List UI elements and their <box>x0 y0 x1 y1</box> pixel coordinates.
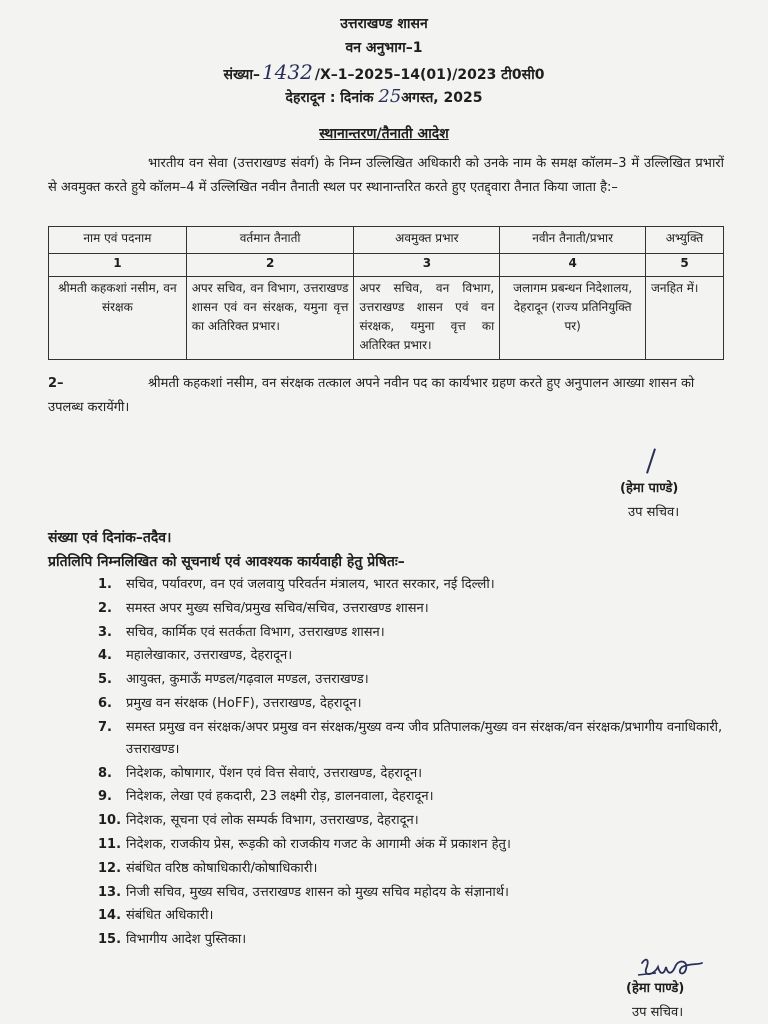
list-item <box>48 622 738 644</box>
date-handwritten: 25 <box>378 86 402 107</box>
table-header-cell: अभ्युक्ति <box>646 227 724 254</box>
table-header-cell: नवीन तैनाती/प्रभार <box>500 227 646 254</box>
list-item-text: निदेशक, राजकीय प्रेस, रूड़की को राजकीय गजट के आगामी अंक में प्रकाशन हेतु। <box>126 836 511 852</box>
distribution-list <box>48 574 738 953</box>
list-item-text: समस्त प्रमुख वन संरक्षक/अपर प्रमुख वन संरक्षक/मुख्य वन्य जीव प्रतिपालक/मुख्य वन संरक्षक/वन संरक्षक/प्रभागीय वनाधिकारी, उत्तराखण्ड। <box>126 719 723 757</box>
list-item-text: निदेशक, लेखा एवं हकदारी, 23 लक्ष्मी रोड़, डालनवाला, देहरादून। <box>126 789 434 805</box>
list-item <box>48 905 738 927</box>
column-number: 3 <box>354 254 500 277</box>
list-item <box>48 763 738 785</box>
list-item-number: 5. <box>98 672 112 688</box>
list-item-text: आयुक्त, कुमाऊँ मण्डल/गढ़वाल मण्डल, उत्तराखण्ड। <box>126 672 369 688</box>
place-date-suffix: अगस्त, 2025 <box>401 90 483 106</box>
list-item-number: 14. <box>98 908 122 924</box>
column-number: 1 <box>49 254 187 277</box>
list-item <box>48 834 738 856</box>
list-item-text: निजी सचिव, मुख्य सचिव, उत्तराखण्ड शासन को मुख्य सचिव महोदय के संज्ञानार्थ। <box>126 884 509 900</box>
remarks-cell: जनहित में। <box>646 277 724 360</box>
list-item-number: 3. <box>98 624 112 640</box>
transfer-table <box>48 226 724 360</box>
list-item-number: 15. <box>98 932 122 948</box>
paragraph-2-number: 2– <box>48 376 64 391</box>
column-number: 5 <box>646 254 724 277</box>
list-item <box>48 810 738 832</box>
signatory-designation-2: उप सचिव। <box>632 1005 684 1020</box>
order-number-handwritten: 1432 <box>261 60 313 84</box>
list-item-number: 7. <box>98 719 112 735</box>
list-item-text: निदेशक, कोषागार, पेंशन एवं वित्त सेवाएं, उत्तराखण्ड, देहरादून। <box>126 765 423 781</box>
relieved-charge-cell: अपर सचिव, वन विभाग, उत्तराखण्ड शासन एवं वन संरक्षक, यमुना वृत्त का अतिरिक्त प्रभार। <box>354 277 500 360</box>
order-number-prefix: संख्या– <box>223 67 260 83</box>
list-item <box>48 786 738 808</box>
intro-paragraph: भारतीय वन सेवा (उत्तराखण्ड संवर्ग) के निम्न उल्लिखित अधिकारी को उनके नाम के समक्ष कॉलम–3 में उल्लिखित प्रभारों से अवमुक्त करते हुये कॉलम–4 में उल्लिखित नवीन तैनाती स्थल पर स्थानान्तरित करते हुए एतद्द्वारा तैनात किया जाता है:– <box>48 156 724 195</box>
list-item <box>48 858 738 880</box>
list-item-number: 9. <box>98 789 112 805</box>
signatory-name: (हेमा पाण्डे) <box>620 481 679 496</box>
paragraph-2-text: श्रीमती कहकशां नसीम, वन संरक्षक तत्काल अपने नवीन पद का कार्यभार ग्रहण करते हुए अनुपालन आख्या शासन को उपलब्ध करायेंगी। <box>48 376 695 415</box>
new-posting-cell: जलागम प्रबन्धन निदेशालय, देहरादून (राज्य प्रतिनियुक्ति पर) <box>500 277 646 360</box>
list-item-number: 13. <box>98 884 122 900</box>
list-item <box>48 717 738 761</box>
list-item-text: सचिव, पर्यावरण, वन एवं जलवायु परिवर्तन मंत्रालय, भारत सरकार, नई दिल्ली। <box>126 577 495 592</box>
list-item-text: संबंधित वरिष्ठ कोषाधिकारी/कोषाधिकारी। <box>126 860 318 876</box>
list-item <box>48 929 738 951</box>
table-header-cell: अवमुक्त प्रभार <box>354 227 500 254</box>
section-heading: वन अनुभाग–1 <box>345 40 423 56</box>
list-item-number: 4. <box>98 648 112 664</box>
table-header-row <box>49 227 724 254</box>
signatory-designation: उप सचिव। <box>628 505 680 520</box>
list-item <box>48 669 738 691</box>
place-date-line <box>0 86 768 107</box>
list-item-number: 11. <box>98 836 122 852</box>
list-item-text: सचिव, कार्मिक एवं सतर्कता विभाग, उत्तराखण्ड शासन। <box>126 624 385 640</box>
list-item-text: संबंधित अधिकारी। <box>126 908 214 924</box>
place-date-prefix: देहरादून : दिनांक <box>285 90 374 106</box>
current-posting-cell: अपर सचिव, वन विभाग, उत्तराखण्ड शासन एवं वन संरक्षक, यमुना वृत्त का अतिरिक्त प्रभार। <box>186 277 354 360</box>
list-item <box>48 882 738 904</box>
list-item-text: समस्त अपर मुख्य सचिव/प्रमुख सचिव/सचिव, उत्तराखण्ड शासन। <box>126 600 429 616</box>
list-item-text: महालेखाकार, उत्तराखण्ड, देहरादून। <box>126 648 293 664</box>
list-item-number: 10. <box>98 813 122 829</box>
signatory-name-2: (हेमा पाण्डे) <box>626 981 685 996</box>
list-item-text: प्रमुख वन संरक्षक (HoFF), उत्तराखण्ड, देहरादून। <box>126 695 362 711</box>
number-date-same-line: संख्या एवं दिनांक–तदैव। <box>48 530 172 546</box>
column-number: 4 <box>500 254 646 277</box>
list-item-number: 12. <box>98 860 122 876</box>
list-item <box>48 693 738 715</box>
list-item <box>48 574 738 596</box>
order-number-suffix: /X–1–2025–14(01)/2023 टी0सी0 <box>314 67 545 83</box>
list-item-number: 6. <box>98 695 112 711</box>
table-header-cell: वर्तमान तैनाती <box>186 227 354 254</box>
table-header-cell: नाम एवं पदनाम <box>49 227 187 254</box>
list-item-text: निदेशक, सूचना एवं लोक सम्पर्क विभाग, उत्तराखण्ड, देहरादून। <box>126 813 419 829</box>
table-number-row <box>49 254 724 277</box>
list-item-text: विभागीय आदेश पुस्तिका। <box>126 932 247 948</box>
paragraph-2 <box>48 372 724 420</box>
government-heading: उत्तराखण्ड शासन <box>340 16 428 32</box>
order-title <box>0 124 768 143</box>
list-item <box>48 598 738 620</box>
list-item <box>48 645 738 667</box>
column-number: 2 <box>186 254 354 277</box>
list-item-number: 8. <box>98 765 112 781</box>
officer-name-cell: श्रीमती कहकशां नसीम, वन संरक्षक <box>49 277 187 360</box>
signature-mark <box>646 448 656 473</box>
order-title-text: स्थानान्तरण/तैनाती आदेश <box>319 126 449 142</box>
copy-heading: प्रतिलिपि निम्नलिखित को सूचनार्थ एवं आवश्यक कार्यवाही हेतु प्रेषितः– <box>48 554 405 570</box>
list-item-number: 2. <box>98 600 112 616</box>
table-row <box>49 277 724 360</box>
list-item-number: 1. <box>98 577 112 592</box>
order-number <box>0 60 768 84</box>
